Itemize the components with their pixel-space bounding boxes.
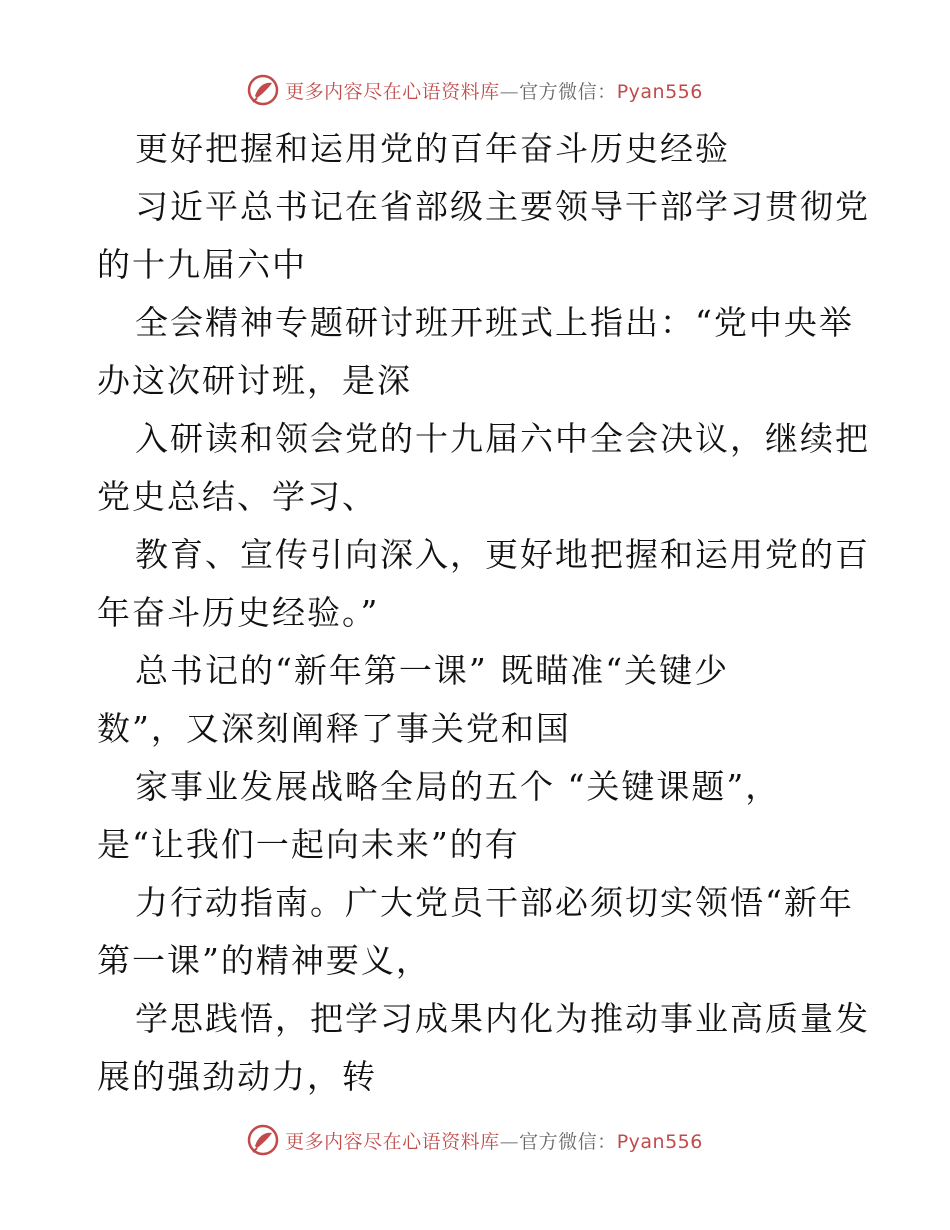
watermark-main: 更多内容尽在心语资料库 (285, 80, 500, 103)
text-line: 展的强劲动力，转 (97, 1057, 377, 1096)
text-line: 教育、宣传引向深入，更好地把握和运用党的百 (135, 535, 870, 574)
watermark-official-label: 官方微信： (519, 80, 617, 103)
text-line: 习近平总书记在省部级主要领导干部学习贯彻党 (135, 187, 870, 226)
text-line: 家事业发展战略全局的五个 “关键课题”， (135, 767, 781, 806)
text-line: 党史总结、学习、 (97, 477, 377, 516)
watermark-text (285, 1127, 703, 1154)
text-line: 学思践悟，把学习成果内化为推动事业高质量发 (135, 999, 870, 1038)
watermark-main: 更多内容尽在心语资料库 (285, 1130, 500, 1153)
watermark-text (285, 77, 703, 104)
watermark-handle: Pyan556 (616, 1130, 703, 1153)
footer-watermark (0, 1120, 950, 1160)
text-line: 更好把握和运用党的百年奋斗历史经验 (135, 129, 730, 168)
text-line: 数”，又深刻阐释了事关党和国 (97, 709, 571, 748)
watermark-separator: — (499, 1130, 520, 1153)
text-line: 年奋斗历史经验。” (97, 593, 380, 632)
watermark-handle: Pyan556 (616, 80, 703, 103)
text-line: 总书记的“新年第一课” 既瞄准“关键少 (135, 651, 730, 690)
text-line: 办这次研讨班，是深 (97, 361, 412, 400)
text-line: 是“让我们一起向未来”的有 (97, 825, 520, 864)
seal-logo-icon (247, 1124, 279, 1156)
text-line: 全会精神专题研讨班开班式上指出：“党中央举 (135, 303, 854, 342)
seal-logo-icon (247, 74, 279, 106)
text-line: 力行动指南。广大党员干部必须切实领悟“新年 (135, 883, 854, 922)
text-line: 的十九届六中 (97, 245, 307, 284)
header-watermark (0, 70, 950, 110)
text-line: 入研读和领会党的十九届六中全会决议，继续把 (135, 419, 870, 458)
document-body (97, 120, 870, 1106)
text-line: 第一课”的精神要义， (97, 941, 431, 980)
watermark-separator: — (499, 80, 520, 103)
watermark-official-label: 官方微信： (519, 1130, 617, 1153)
